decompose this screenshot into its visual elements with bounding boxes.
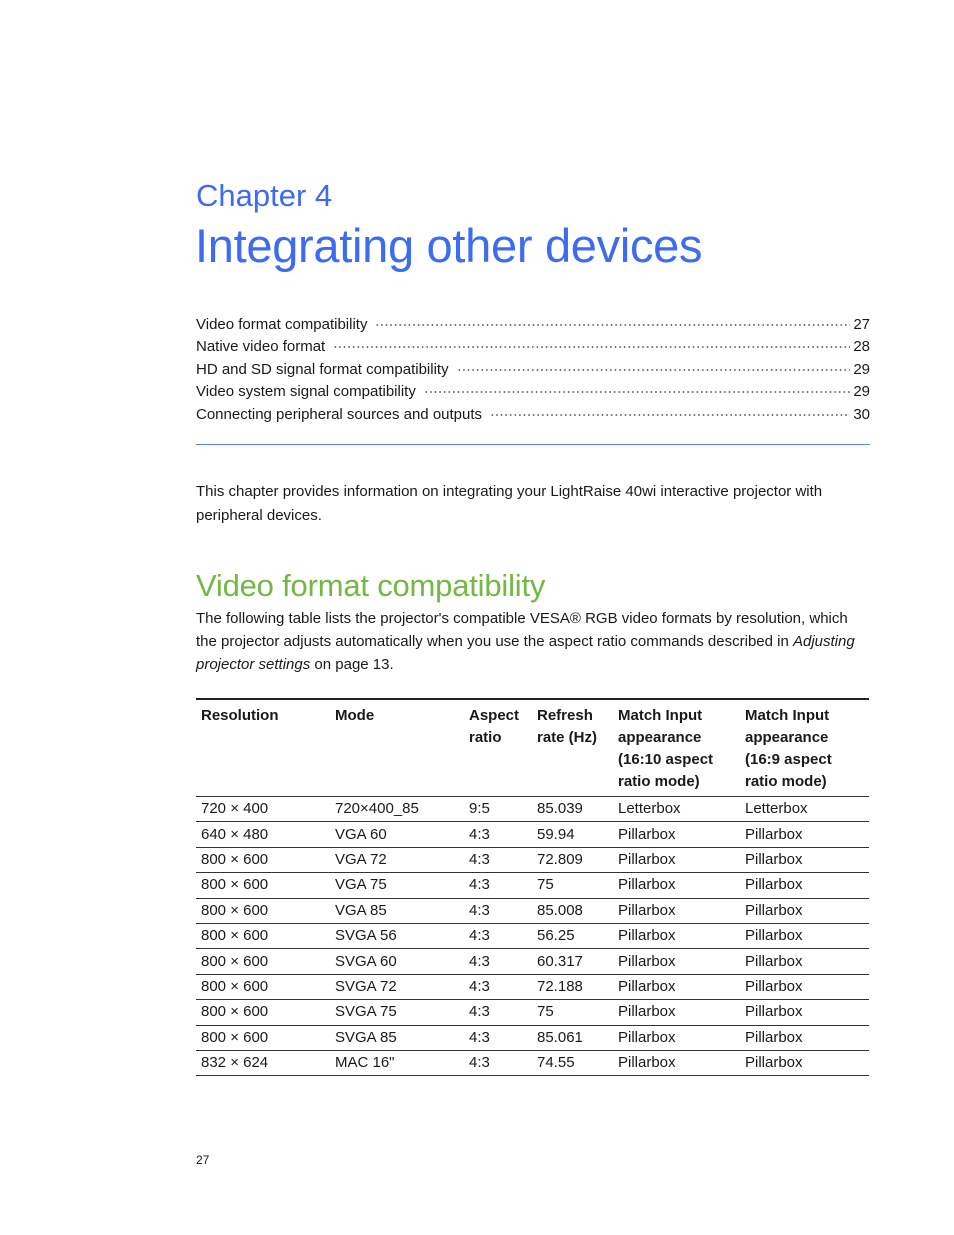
table-cell: VGA 60 bbox=[330, 822, 464, 847]
section-paragraph bbox=[196, 607, 866, 676]
toc-leader-dots bbox=[424, 390, 850, 394]
toc-entry-text[interactable]: Connecting peripheral sources and outputs bbox=[196, 405, 483, 423]
toc-entry-page[interactable]: 28 bbox=[853, 338, 870, 356]
table-cell: Pillarbox bbox=[740, 949, 869, 974]
table-row bbox=[196, 873, 869, 898]
column-header bbox=[740, 699, 869, 797]
table-cell: Letterbox bbox=[740, 797, 869, 822]
table-cell: 800 × 600 bbox=[196, 1000, 330, 1025]
table-cell: VGA 85 bbox=[330, 898, 464, 923]
table-row bbox=[196, 898, 869, 923]
table-cell: Pillarbox bbox=[740, 847, 869, 872]
table-cell: 800 × 600 bbox=[196, 974, 330, 999]
table-cell: Pillarbox bbox=[613, 974, 740, 999]
table-cell: 800 × 600 bbox=[196, 1025, 330, 1050]
table-cell: Pillarbox bbox=[740, 898, 869, 923]
table-header-row bbox=[196, 699, 869, 797]
table-cell: 720 × 400 bbox=[196, 797, 330, 822]
column-header bbox=[613, 699, 740, 797]
table-cell: Pillarbox bbox=[613, 923, 740, 948]
toc-entry-page[interactable]: 29 bbox=[853, 360, 870, 378]
toc-entry[interactable] bbox=[196, 336, 870, 358]
column-header-line: ratio mode) bbox=[618, 773, 700, 790]
table-cell: Pillarbox bbox=[613, 1050, 740, 1075]
table-cell: 85.008 bbox=[532, 898, 613, 923]
table-row bbox=[196, 1025, 869, 1050]
table-cell: Pillarbox bbox=[740, 822, 869, 847]
table-cell: 75 bbox=[532, 1000, 613, 1025]
page-number: 27 bbox=[196, 1153, 210, 1167]
table-of-contents bbox=[196, 314, 870, 426]
column-header-line: Match Input bbox=[745, 707, 830, 724]
toc-entry-page[interactable]: 27 bbox=[853, 316, 870, 333]
table-cell: 75 bbox=[532, 873, 613, 898]
table-cell: 60.317 bbox=[532, 949, 613, 974]
toc-entry[interactable] bbox=[196, 314, 870, 336]
table-cell: MAC 16" bbox=[330, 1050, 464, 1075]
column-header-line: appearance bbox=[618, 729, 702, 746]
toc-entry-page[interactable]: 30 bbox=[853, 405, 870, 423]
table-cell: 4:3 bbox=[464, 847, 532, 872]
table-cell: 72.809 bbox=[532, 847, 613, 872]
toc-leader-dots bbox=[490, 413, 850, 417]
table-cell: 800 × 600 bbox=[196, 923, 330, 948]
video-formats-table bbox=[196, 698, 869, 1076]
table-cell: Pillarbox bbox=[613, 847, 740, 872]
toc-entry[interactable] bbox=[196, 359, 870, 381]
toc-entry-text[interactable]: HD and SD signal format compatibility bbox=[196, 360, 449, 378]
toc-entry[interactable] bbox=[196, 381, 870, 403]
table-cell: 4:3 bbox=[464, 1000, 532, 1025]
table-body bbox=[196, 797, 869, 1076]
table-cell: VGA 75 bbox=[330, 873, 464, 898]
column-header bbox=[464, 699, 532, 797]
column-header-line: Match Input bbox=[618, 707, 703, 724]
table-cell: 4:3 bbox=[464, 923, 532, 948]
table-cell: 56.25 bbox=[532, 923, 613, 948]
table-cell: 59.94 bbox=[532, 822, 613, 847]
column-header-line: rate (Hz) bbox=[537, 729, 598, 746]
table-row bbox=[196, 847, 869, 872]
table-cell: 85.061 bbox=[532, 1025, 613, 1050]
column-header bbox=[196, 699, 330, 797]
table-cell: Pillarbox bbox=[613, 1025, 740, 1050]
table-cell: 800 × 600 bbox=[196, 949, 330, 974]
table-cell: 4:3 bbox=[464, 898, 532, 923]
table-cell: Pillarbox bbox=[740, 1000, 869, 1025]
toc-leader-dots bbox=[457, 368, 851, 372]
chapter-title: Integrating other devices bbox=[195, 219, 703, 272]
table-cell: Pillarbox bbox=[613, 822, 740, 847]
table-cell: 832 × 624 bbox=[196, 1050, 330, 1075]
section-title: Video format compatibility bbox=[196, 568, 546, 603]
chapter-label: Chapter 4 bbox=[196, 178, 333, 213]
table-cell: 800 × 600 bbox=[196, 898, 330, 923]
table-row bbox=[196, 1000, 869, 1025]
table-row bbox=[196, 949, 869, 974]
table-cell: 4:3 bbox=[464, 949, 532, 974]
table-cell: Pillarbox bbox=[740, 1050, 869, 1075]
table-cell: SVGA 56 bbox=[330, 923, 464, 948]
column-header-line: Mode bbox=[335, 707, 375, 724]
table-row bbox=[196, 797, 869, 822]
toc-entry[interactable] bbox=[196, 404, 870, 426]
table-cell: Pillarbox bbox=[613, 898, 740, 923]
table-cell: Pillarbox bbox=[740, 923, 869, 948]
table-cell: Pillarbox bbox=[613, 949, 740, 974]
column-header-line: Refresh bbox=[537, 707, 593, 724]
table-cell: 4:3 bbox=[464, 822, 532, 847]
table-cell: Letterbox bbox=[613, 797, 740, 822]
table-cell: 720×400_85 bbox=[330, 797, 464, 822]
column-header-line: (16:9 aspect bbox=[745, 751, 832, 768]
column-header-line: (16:10 aspect bbox=[618, 751, 714, 768]
table-cell: 800 × 600 bbox=[196, 847, 330, 872]
column-header-line: appearance bbox=[745, 729, 829, 746]
column-header bbox=[532, 699, 613, 797]
table-row bbox=[196, 1050, 869, 1075]
toc-entry-text[interactable]: Video system signal compatibility bbox=[196, 383, 416, 401]
toc-entry-text[interactable]: Video format compatibility bbox=[196, 316, 368, 333]
table-row bbox=[196, 974, 869, 999]
table-cell: 640 × 480 bbox=[196, 822, 330, 847]
intro-paragraph: This chapter provides information on integrating your LightRaise 40wi interactive projector with peripheral devices. bbox=[196, 483, 823, 524]
column-header-line: ratio bbox=[469, 729, 502, 746]
toc-leader-dots bbox=[375, 323, 850, 327]
column-header-line: ratio mode) bbox=[745, 773, 827, 790]
column-header-line: Aspect bbox=[469, 707, 520, 724]
table-cell: SVGA 72 bbox=[330, 974, 464, 999]
table-cell: 74.55 bbox=[532, 1050, 613, 1075]
table-cell: Pillarbox bbox=[613, 1000, 740, 1025]
section-divider bbox=[196, 444, 870, 445]
section-text-before: The following table lists the projector's compatible VESA® RGB video formats by resolution, which the projector adjusts automatically when you use the aspect ratio commands described in bbox=[196, 610, 848, 650]
table-cell: 4:3 bbox=[464, 1025, 532, 1050]
section-text-after: on page 13. bbox=[310, 656, 394, 673]
toc-entry-page[interactable]: 29 bbox=[853, 383, 870, 401]
table-cell: Pillarbox bbox=[740, 1025, 869, 1050]
column-header bbox=[330, 699, 464, 797]
toc-leader-dots bbox=[333, 345, 850, 349]
table-cell: SVGA 85 bbox=[330, 1025, 464, 1050]
table-cell: 9:5 bbox=[464, 797, 532, 822]
table-cell: 4:3 bbox=[464, 974, 532, 999]
table-cell: 4:3 bbox=[464, 1050, 532, 1075]
table-cell: Pillarbox bbox=[740, 873, 869, 898]
table-cell: 72.188 bbox=[532, 974, 613, 999]
table-row bbox=[196, 923, 869, 948]
cross-reference-link[interactable]: Adjusting projector settings bbox=[196, 633, 855, 673]
toc-entry-text[interactable]: Native video format bbox=[196, 338, 326, 356]
table-cell: 800 × 600 bbox=[196, 873, 330, 898]
table-cell: SVGA 60 bbox=[330, 949, 464, 974]
table-cell: SVGA 75 bbox=[330, 1000, 464, 1025]
table-cell: Pillarbox bbox=[740, 974, 869, 999]
column-header-line: Resolution bbox=[201, 707, 279, 724]
table-cell: VGA 72 bbox=[330, 847, 464, 872]
table-cell: 4:3 bbox=[464, 873, 532, 898]
table-cell: Pillarbox bbox=[613, 873, 740, 898]
table-cell: 85.039 bbox=[532, 797, 613, 822]
table-row bbox=[196, 822, 869, 847]
